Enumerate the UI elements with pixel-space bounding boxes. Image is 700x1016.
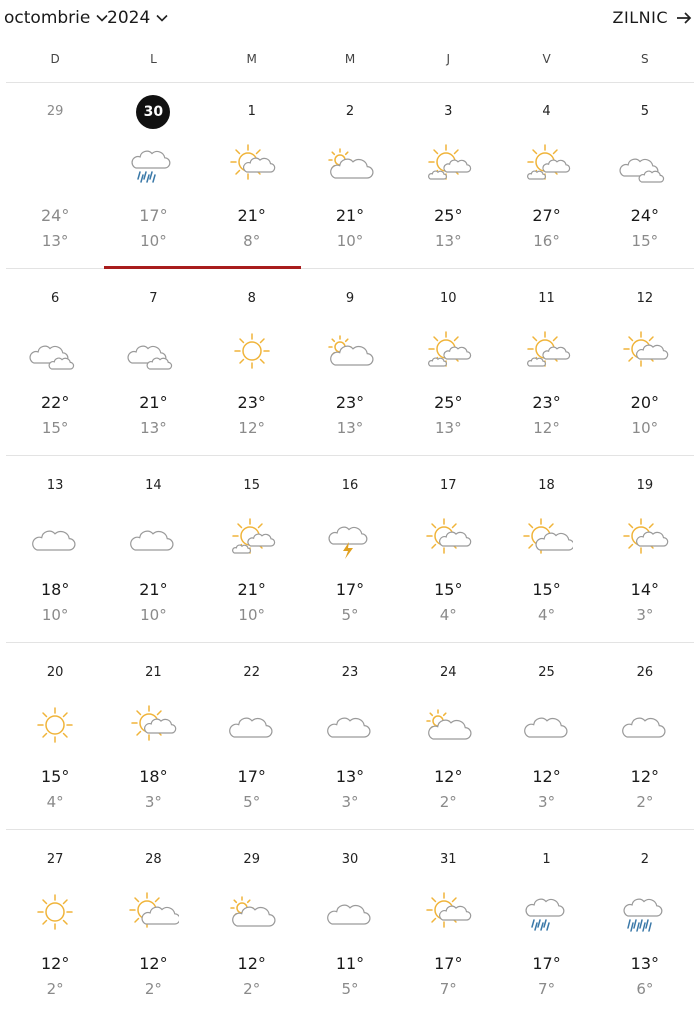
temp-high: 21° [237, 580, 266, 599]
weather-none-icon [29, 142, 81, 186]
day-number: 15 [243, 478, 260, 493]
calendar-week-row [6, 830, 694, 1016]
day-number: 3 [444, 104, 453, 119]
day-number: 12 [636, 291, 654, 306]
weather-clouds-icon [127, 329, 179, 373]
temp-low: 13° [140, 419, 167, 437]
temp-high: 17° [237, 767, 266, 786]
temp-high: 20° [630, 393, 660, 412]
day-number: 2 [345, 104, 355, 119]
temp-high: 22° [40, 393, 70, 412]
weather-thunder-icon [324, 516, 376, 560]
temp-low: 8° [243, 232, 261, 250]
temp-high: 24° [630, 206, 660, 225]
day-number: 24 [440, 665, 457, 680]
calendar-day[interactable] [203, 830, 301, 1016]
temp-low: 12° [533, 419, 560, 437]
day-number: 5 [640, 104, 649, 119]
calendar-week-row [6, 456, 694, 643]
temp-low: 10° [631, 419, 659, 437]
temp-high: 23° [335, 393, 365, 412]
temp-low: 10° [238, 606, 265, 624]
weather-sun-cloud-big-icon [521, 516, 573, 560]
calendar-week-row [6, 643, 694, 830]
chevron-down-icon [156, 12, 168, 24]
temp-high: 12° [630, 767, 660, 786]
weather-sun-icon [29, 890, 81, 934]
weather-clouds-icon [619, 142, 671, 186]
weather-sun-clouds-icon [521, 329, 573, 373]
calendar-day-today[interactable] [104, 82, 202, 268]
calendar-day[interactable] [399, 82, 497, 268]
temp-high: 11° [335, 954, 365, 973]
calendar-day[interactable] [203, 643, 301, 829]
temp-high: 23° [532, 393, 561, 412]
day-number: 8 [247, 291, 256, 306]
weather-cloud-icon [619, 703, 671, 747]
day-number: 26 [636, 665, 654, 680]
temp-high: 12° [532, 767, 561, 786]
day-number: 31 [440, 852, 457, 867]
day-number: 1 [247, 104, 256, 119]
weather-sun-cloud-icon [619, 329, 671, 373]
day-number: 20 [46, 665, 64, 680]
day-number: 11 [538, 291, 555, 306]
temp-high: 13° [630, 954, 660, 973]
temp-high: 18° [139, 767, 168, 786]
calendar-day[interactable] [301, 830, 399, 1016]
weather-cloud-icon [521, 703, 573, 747]
temp-high: 13° [335, 767, 365, 786]
weather-sun-icon [226, 329, 278, 373]
month-calendar-grid [6, 82, 694, 1016]
weather-cloud-sun-icon [324, 142, 376, 186]
temp-low: 3° [538, 793, 556, 811]
weekday-label: J [446, 52, 451, 66]
calendar-day[interactable] [399, 456, 497, 642]
day-number: 30 [341, 852, 359, 867]
temp-high: 15° [40, 767, 70, 786]
weather-sun-cloud-icon [127, 703, 179, 747]
month-label: octombrie [4, 8, 91, 28]
weather-cloud-icon [127, 516, 179, 560]
calendar-day[interactable] [596, 269, 694, 455]
temp-high: 21° [139, 580, 168, 599]
temp-low: 2° [636, 793, 654, 811]
temp-low: 2° [46, 980, 64, 998]
weekday-label: M [246, 52, 257, 66]
temp-low: 2° [144, 980, 162, 998]
weekday-label: S [641, 52, 649, 66]
day-number: 19 [636, 478, 654, 493]
calendar-day[interactable] [104, 643, 202, 829]
temp-low: 15° [41, 419, 69, 437]
temp-high: 14° [630, 580, 660, 599]
calendar-day[interactable] [497, 830, 595, 1016]
weather-rain-icon [127, 142, 179, 186]
day-number: 29 [243, 852, 260, 867]
temp-high: 12° [434, 767, 463, 786]
day-number: 10 [440, 291, 457, 306]
day-number: 9 [345, 291, 355, 306]
temp-high: 17° [335, 580, 365, 599]
temp-high: 25° [434, 206, 463, 225]
month-select[interactable] [4, 8, 108, 28]
day-number: 29 [46, 104, 64, 119]
temp-low: 10° [140, 232, 167, 250]
calendar-day[interactable] [497, 456, 595, 642]
temp-high: 27° [532, 206, 561, 225]
weather-cloud-sun-icon [422, 703, 474, 747]
temp-low: 4° [46, 793, 64, 811]
weather-cloud-sun-icon [226, 890, 278, 934]
temp-high: 21° [237, 206, 266, 225]
calendar-day[interactable] [6, 269, 104, 455]
weekday-header [6, 36, 694, 83]
weather-sun-clouds-icon [422, 142, 474, 186]
calendar-day[interactable] [203, 82, 301, 268]
weather-rain-icon [521, 890, 573, 934]
temp-low: 13° [41, 232, 69, 250]
calendar-day[interactable] [104, 830, 202, 1016]
weather-sun-cloud-icon [422, 890, 474, 934]
calendar-day[interactable] [596, 82, 694, 268]
day-number: 30 [136, 95, 170, 129]
calendar-day[interactable] [301, 269, 399, 455]
calendar-day[interactable] [301, 456, 399, 642]
calendar-day[interactable] [301, 82, 399, 268]
weather-rain-heavy-icon [619, 890, 671, 934]
day-number: 13 [46, 478, 64, 493]
calendar-day[interactable] [399, 830, 497, 1016]
temp-low: 3° [341, 793, 359, 811]
weather-sun-cloud-icon [226, 142, 278, 186]
temp-low: 3° [144, 793, 162, 811]
calendar-day[interactable] [104, 456, 202, 642]
weather-sun-clouds-icon [422, 329, 474, 373]
day-number: 23 [341, 665, 359, 680]
calendar-day[interactable] [203, 456, 301, 642]
calendar-day[interactable] [104, 269, 202, 455]
arrow-right-icon [676, 11, 692, 25]
day-number: 16 [341, 478, 359, 493]
temp-low: 3° [636, 606, 654, 624]
temp-low: 5° [341, 980, 359, 998]
temp-low: 7° [538, 980, 556, 998]
temp-low: 15° [631, 232, 659, 250]
temp-low: 5° [243, 793, 261, 811]
weather-cloud-icon [226, 703, 278, 747]
weekday-label: V [542, 52, 551, 66]
temp-low: 12° [238, 419, 265, 437]
temp-low: 2° [439, 793, 457, 811]
year-select[interactable] [107, 8, 168, 28]
calendar-day[interactable] [6, 830, 104, 1016]
weather-cloud-icon [324, 890, 376, 934]
temp-low: 4° [538, 606, 556, 624]
calendar-day[interactable] [399, 643, 497, 829]
weather-sun-clouds-icon [521, 142, 573, 186]
temp-high: 25° [434, 393, 463, 412]
weather-sun-cloud-big-icon [127, 890, 179, 934]
temp-high: 12° [40, 954, 70, 973]
calendar-day[interactable] [497, 643, 595, 829]
weather-sun-cloud-icon [619, 516, 671, 560]
weather-clouds-icon [29, 329, 81, 373]
temp-low: 5° [341, 606, 359, 624]
day-number: 22 [243, 665, 260, 680]
temp-low: 13° [434, 232, 462, 250]
calendar-day[interactable] [497, 269, 595, 455]
daily-view-link[interactable] [613, 8, 692, 27]
day-number: 2 [640, 852, 649, 867]
weekday-label: L [150, 52, 157, 66]
weather-sun-icon [29, 703, 81, 747]
day-number: 28 [145, 852, 162, 867]
weather-cloud-icon [324, 703, 376, 747]
weekday-label: M [344, 52, 356, 66]
day-number: 21 [145, 665, 162, 680]
temp-high: 15° [434, 580, 463, 599]
temp-high: 24° [40, 206, 70, 225]
calendar-day[interactable] [596, 456, 694, 642]
day-number: 6 [51, 291, 60, 306]
temp-low: 10° [336, 232, 364, 250]
weather-sun-clouds-icon [226, 516, 278, 560]
temp-high: 17° [139, 206, 168, 225]
day-number: 4 [542, 104, 551, 119]
temp-low: 10° [41, 606, 69, 624]
day-number: 18 [538, 478, 555, 493]
calendar-day[interactable] [497, 82, 595, 268]
weekday-label: D [50, 52, 60, 66]
weather-sun-cloud-icon [422, 516, 474, 560]
day-number: 7 [149, 291, 158, 306]
day-number: 27 [46, 852, 64, 867]
temp-low: 4° [439, 606, 457, 624]
temp-low: 6° [636, 980, 654, 998]
calendar-day[interactable] [301, 643, 399, 829]
temp-high: 17° [532, 954, 561, 973]
calendar-day[interactable] [596, 830, 694, 1016]
calendar-day[interactable] [203, 269, 301, 455]
calendar-day[interactable] [6, 456, 104, 642]
temp-high: 21° [335, 206, 365, 225]
year-label: 2024 [107, 8, 151, 28]
temp-low: 10° [140, 606, 167, 624]
weather-cloud-icon [29, 516, 81, 560]
temp-high: 12° [139, 954, 168, 973]
temp-high: 21° [139, 393, 168, 412]
temp-low: 13° [336, 419, 364, 437]
temp-low: 16° [533, 232, 560, 250]
weather-cloud-sun-icon [324, 329, 376, 373]
temp-high: 17° [434, 954, 463, 973]
calendar-day[interactable] [6, 643, 104, 829]
day-number: 25 [538, 665, 555, 680]
day-number: 1 [542, 852, 551, 867]
daily-link-label: ZILNIC [612, 8, 668, 27]
calendar-day[interactable] [6, 82, 104, 268]
day-number: 14 [145, 478, 162, 493]
temp-high: 15° [532, 580, 561, 599]
calendar-week-row [6, 269, 694, 456]
day-number: 17 [440, 478, 457, 493]
temp-low: 13° [434, 419, 462, 437]
temp-high: 12° [237, 954, 266, 973]
calendar-day[interactable] [399, 269, 497, 455]
temp-high: 18° [40, 580, 70, 599]
calendar-toolbar [0, 0, 700, 36]
temp-low: 2° [243, 980, 261, 998]
calendar-day[interactable] [596, 643, 694, 829]
temp-low: 7° [439, 980, 457, 998]
temp-high: 23° [237, 393, 266, 412]
calendar-week-row [6, 82, 694, 269]
